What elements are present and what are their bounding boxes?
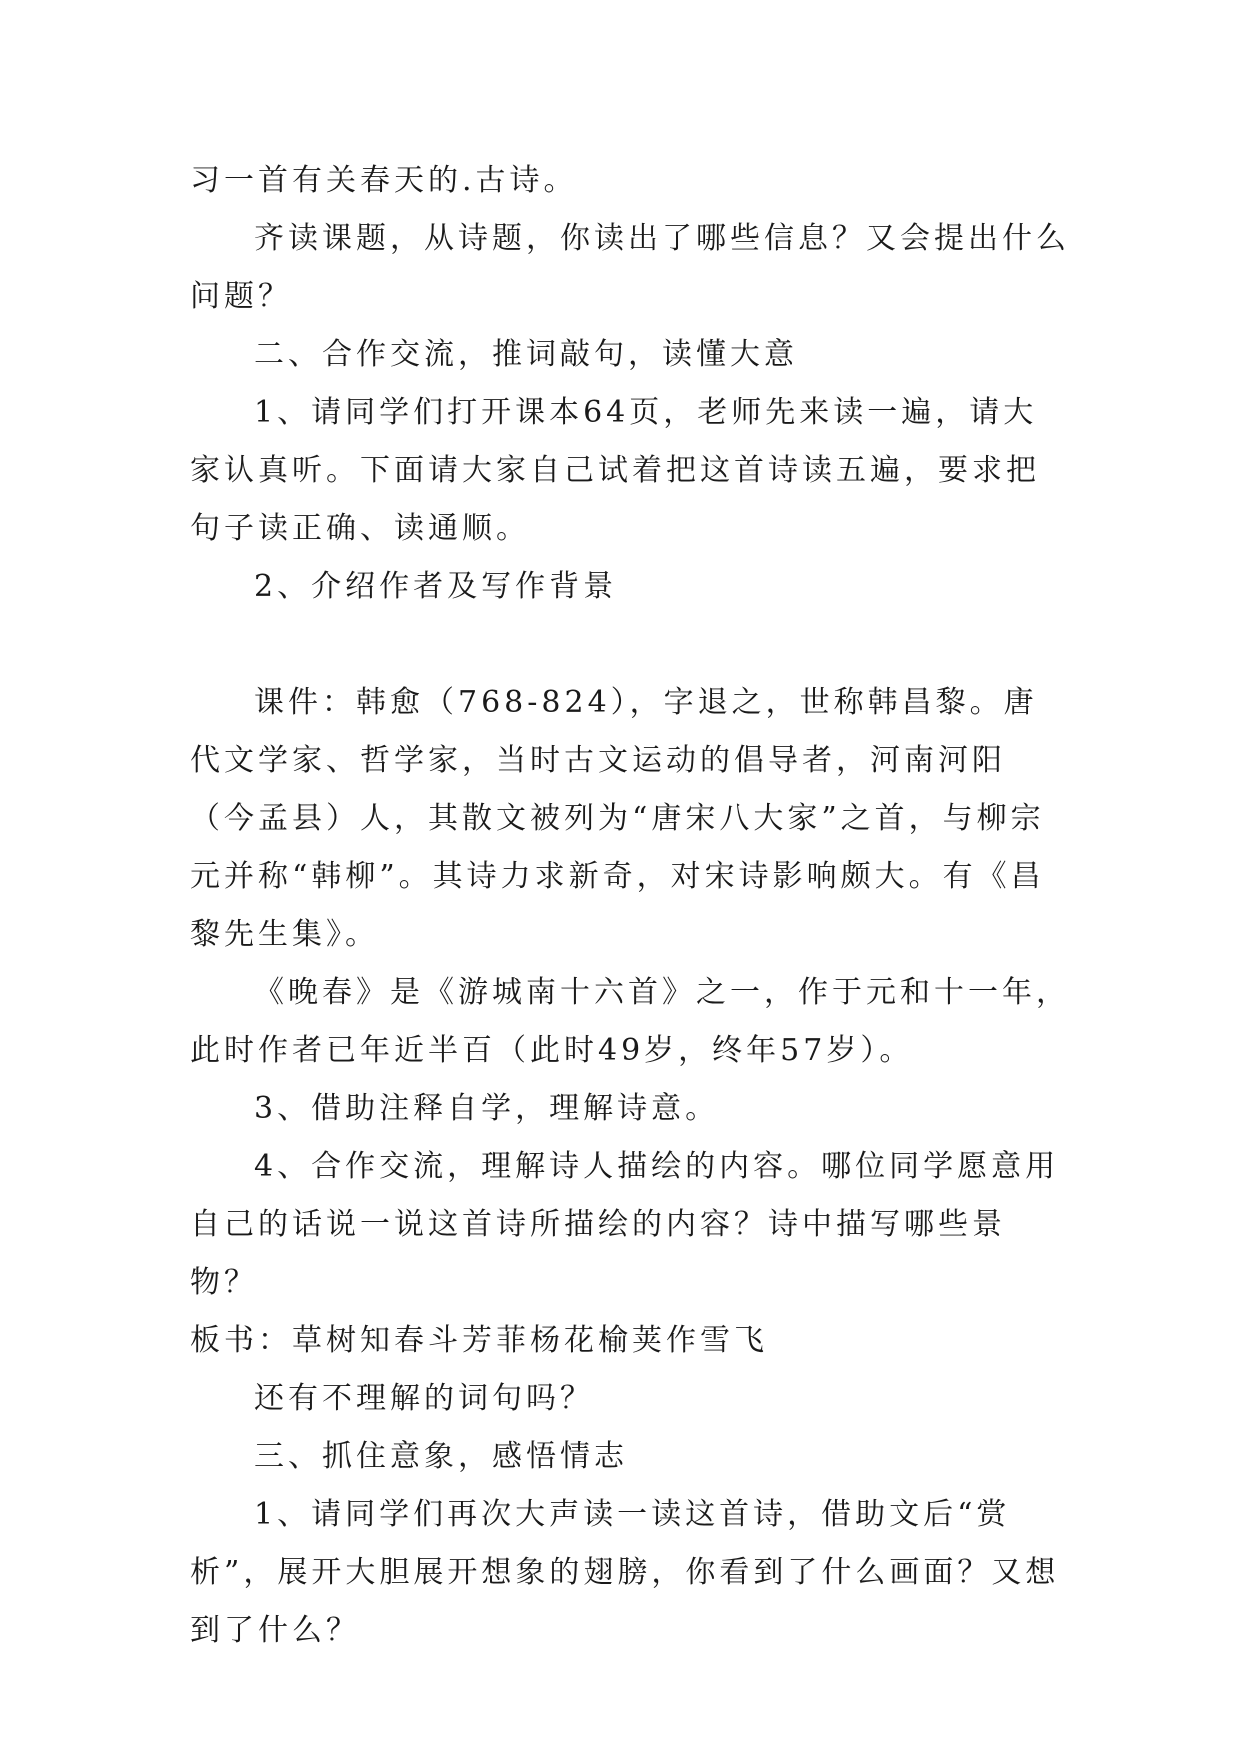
paragraph: 习一首有关春天的.古诗。 — [190, 163, 578, 198]
document-body — [190, 152, 1070, 1660]
paragraph: 1、请同学们再次大声读一读这首诗，借助文后“赏析”，展开大胆展开想象的翅膀，你看到了什么画面？又想到了什么？ — [190, 1497, 1060, 1648]
paragraph: 板书：草树知春斗芳菲杨花榆荚作雪飞 — [190, 1323, 768, 1358]
paragraph: 1、请同学们打开课本64页，老师先来读一遍，请大家认真听。下面请大家自己试着把这首诗读五遍，要求把句子读正确、读通顺。 — [190, 395, 1040, 546]
paragraph: 3、借助注释自学，理解诗意。 — [254, 1091, 720, 1126]
paragraph: 4、合作交流，理解诗人描绘的内容。哪位同学愿意用自己的话说一说这首诗所描绘的内容？诗中描写哪些景物？ — [190, 1149, 1060, 1300]
blank-line — [190, 616, 1070, 674]
paragraph: 课件：韩愈（768-824），字退之，世称韩昌黎。唐代文学家、哲学家，当时古文运动的倡导者，河南河阳（今孟县）人，其散文被列为“唐宋八大家”之首，与柳宗元并称“韩柳”。其诗力求新奇，对宋诗影响颇大。有《昌黎先生集》。 — [190, 685, 1045, 952]
paragraph: 齐读课题，从诗题，你读出了哪些信息？又会提出什么问题？ — [190, 221, 1070, 314]
paragraph: 还有不理解的词句吗？ — [254, 1381, 594, 1416]
paragraph: 2、介绍作者及写作背景 — [254, 569, 618, 604]
section-heading: 二、合作交流，推词敲句，读懂大意 — [254, 337, 798, 372]
paragraph: 《晚春》是《游城南十六首》之一，作于元和十一年，此时作者已年近半百（此时49岁，终年57岁）。 — [190, 975, 1070, 1068]
section-heading: 三、抓住意象，感悟情志 — [254, 1439, 628, 1474]
